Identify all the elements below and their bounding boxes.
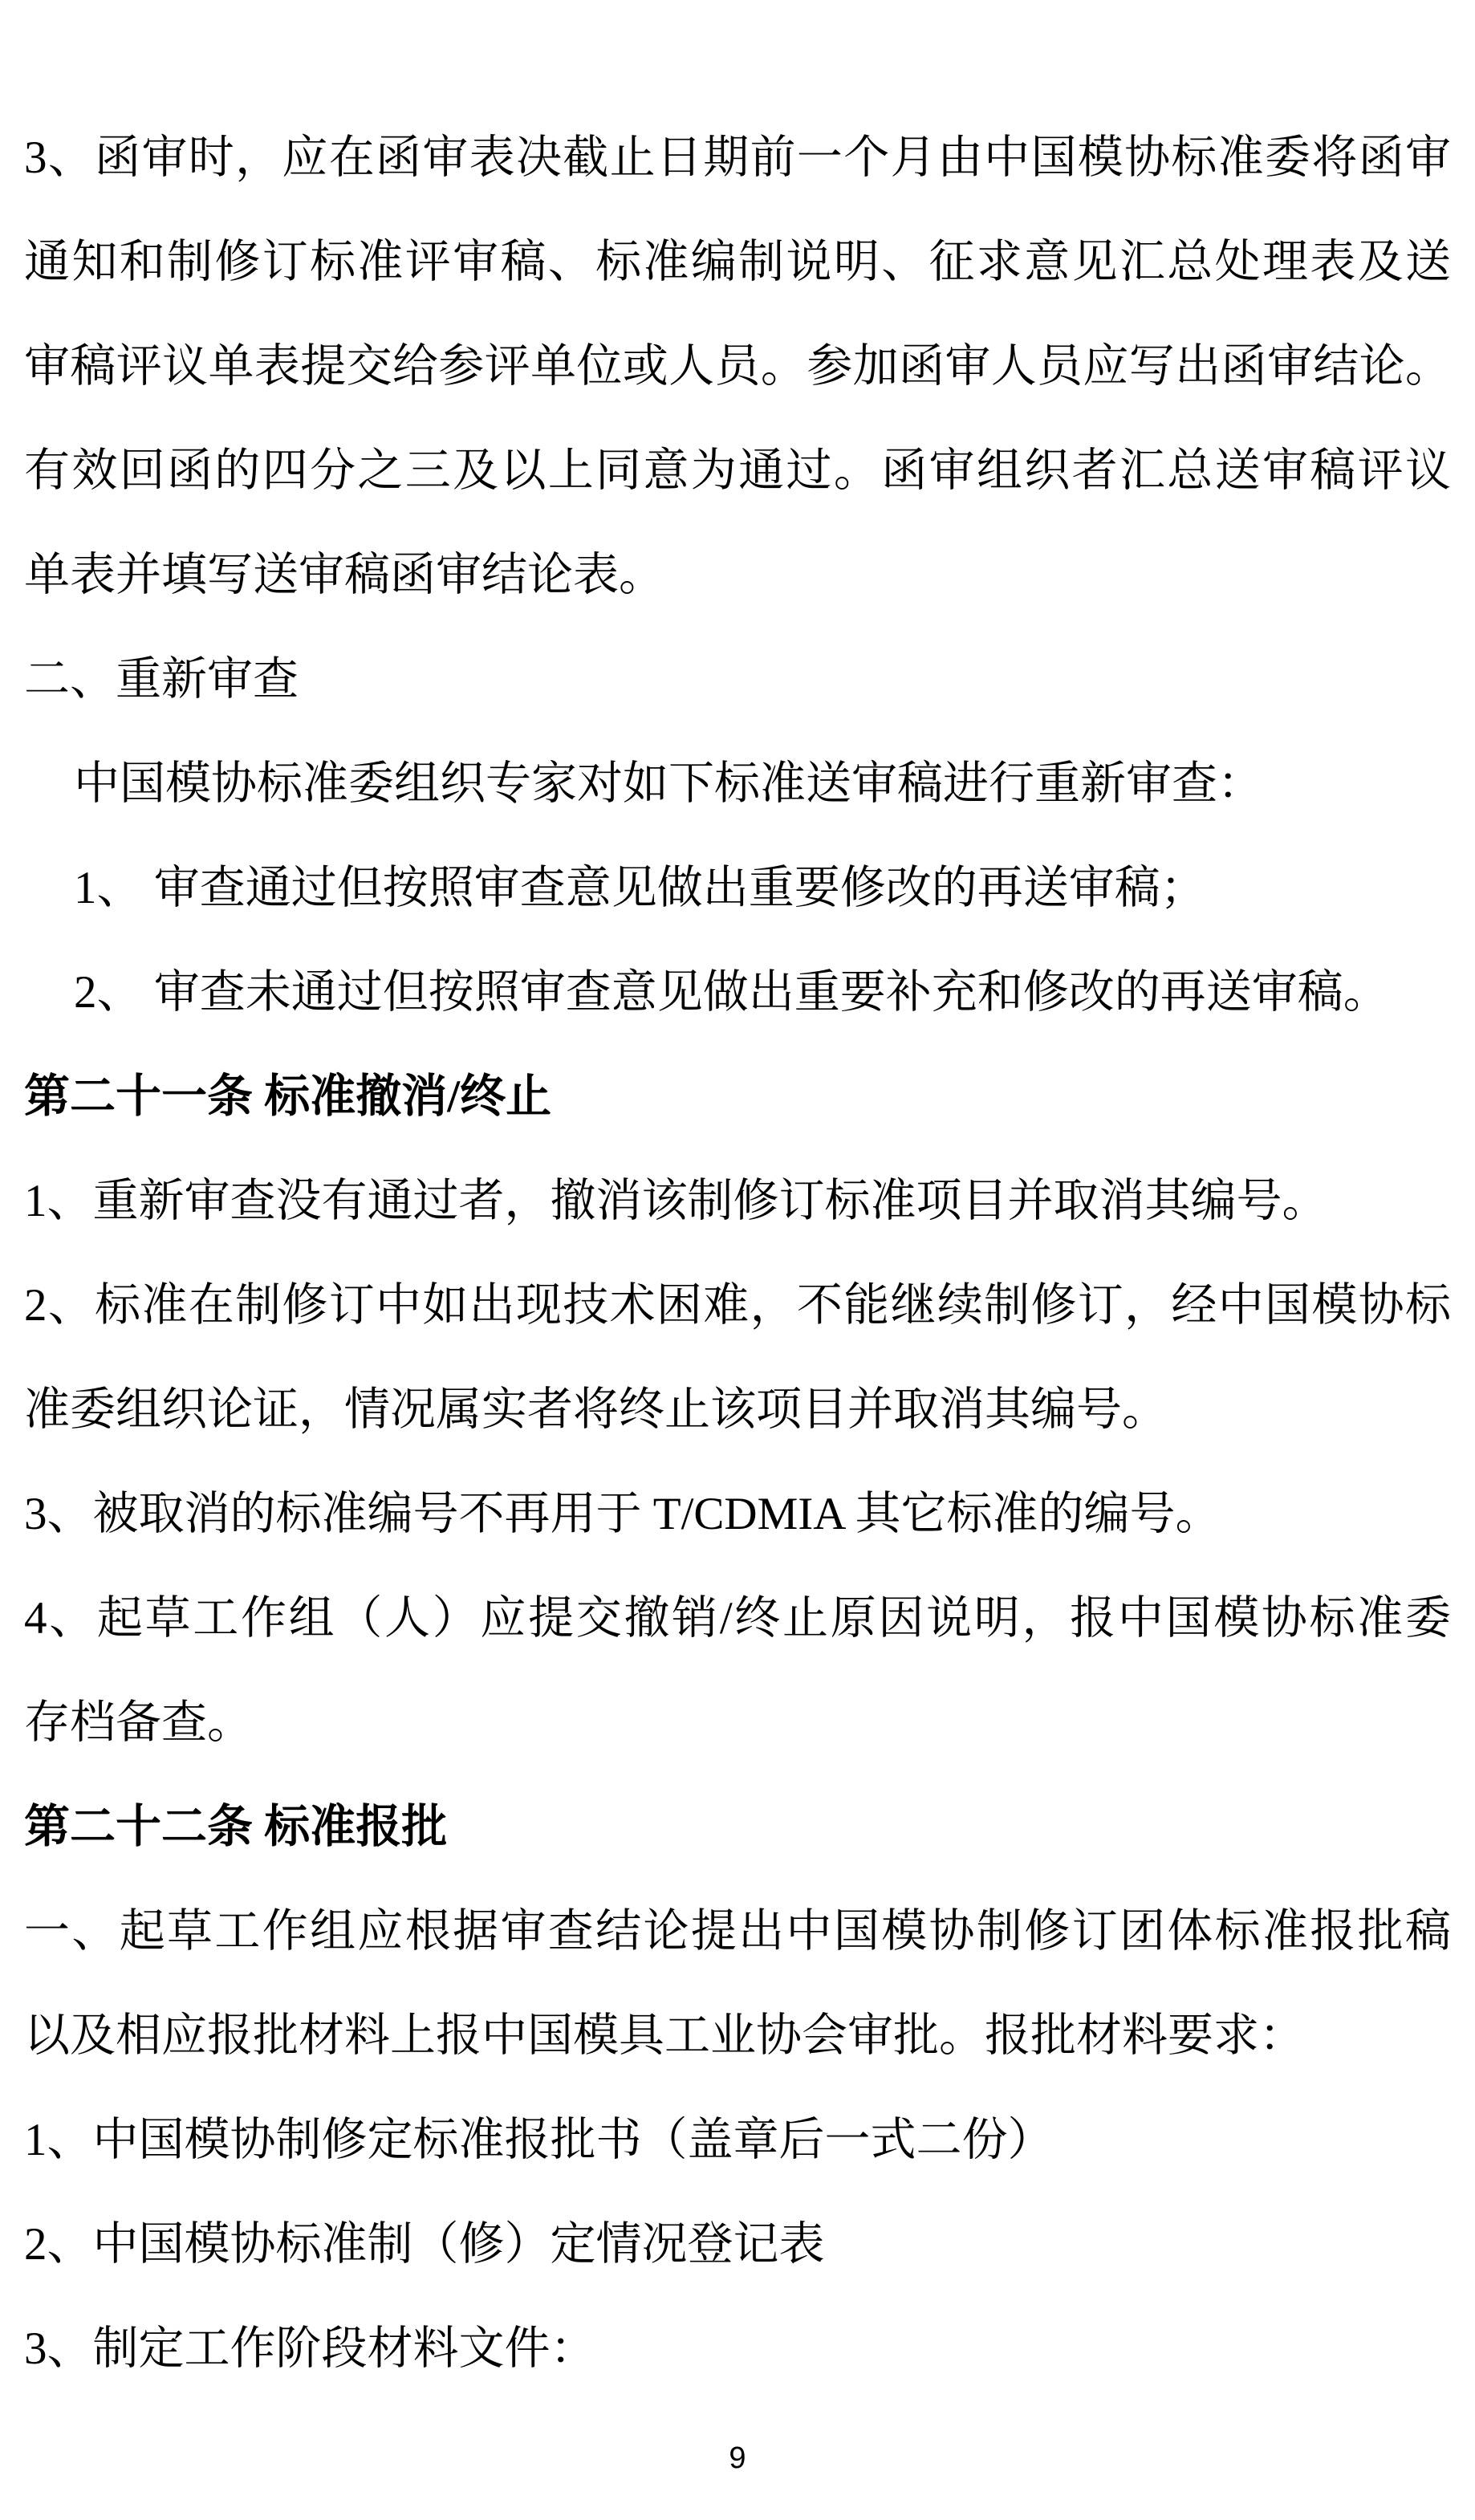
text-line: 2、 审查未通过但按照审查意见做出重要补充和修改的再送审稿。 xyxy=(74,967,1389,1018)
text-line: 2、中国模协标准制（修）定情况登记表 xyxy=(24,2219,825,2270)
text-line: 以及相应报批材料上报中国模具工业协会审批。报批材料要求： xyxy=(24,2010,1305,2061)
text-line: 存档备查。 xyxy=(24,1697,253,1748)
text-line: 审稿评议单表提交给参评单位或人员。参加函审人员应写出函审结论。 xyxy=(24,341,1451,392)
text-line: 2、标准在制修订中如出现技术困难，不能继续制修订，经中国模协标 xyxy=(24,1280,1451,1331)
document-body xyxy=(24,106,1451,2401)
text-line: 1、 审查通过但按照审查意见做出重要修改的再送审稿； xyxy=(74,863,1206,913)
text-line: 4、起草工作组（人）应提交撤销/终止原因说明，报中国模协标准委 xyxy=(24,1593,1451,1644)
text-line: 单表并填写送审稿函审结论表。 xyxy=(24,550,664,600)
text-line: 3、函审时，应在函审表决截止日期前一个月由中国模协标准委将函审 xyxy=(24,132,1451,183)
text-line: 准委组织论证，情况属实者将终止该项目并取消其编号。 xyxy=(24,1384,1168,1435)
text-line: 1、重新审查没有通过者，撤消该制修订标准项目并取消其编号。 xyxy=(24,1176,1328,1226)
section-heading: 第二十一条 标准撤消/终止 xyxy=(24,1071,552,1122)
text-line: 通知和制修订标准评审稿、标准编制说明、征求意见汇总处理表及送 xyxy=(24,237,1451,287)
section-heading: 第二十二条 标准报批 xyxy=(24,1802,448,1852)
text-line: 二、重新审查 xyxy=(24,654,299,705)
page-number: 9 xyxy=(729,2441,746,2475)
text-line: 3、被取消的标准编号不再用于 T/CDMIA 其它标准的编号。 xyxy=(24,1489,1221,1539)
text-line: 中国模协标准委组织专家对如下标准送审稿进行重新审查： xyxy=(74,758,1263,809)
text-line: 有效回函的四分之三及以上同意为通过。函审组织者汇总送审稿评议 xyxy=(24,445,1451,496)
text-line: 3、制定工作阶段材料文件： xyxy=(24,2323,596,2374)
text-line: 1、中国模协制修定标准报批书（盖章后一式二份） xyxy=(24,2115,1054,2165)
text-line: 一、起草工作组应根据审查结论提出中国模协制修订团体标准报批稿 xyxy=(24,1906,1451,1957)
